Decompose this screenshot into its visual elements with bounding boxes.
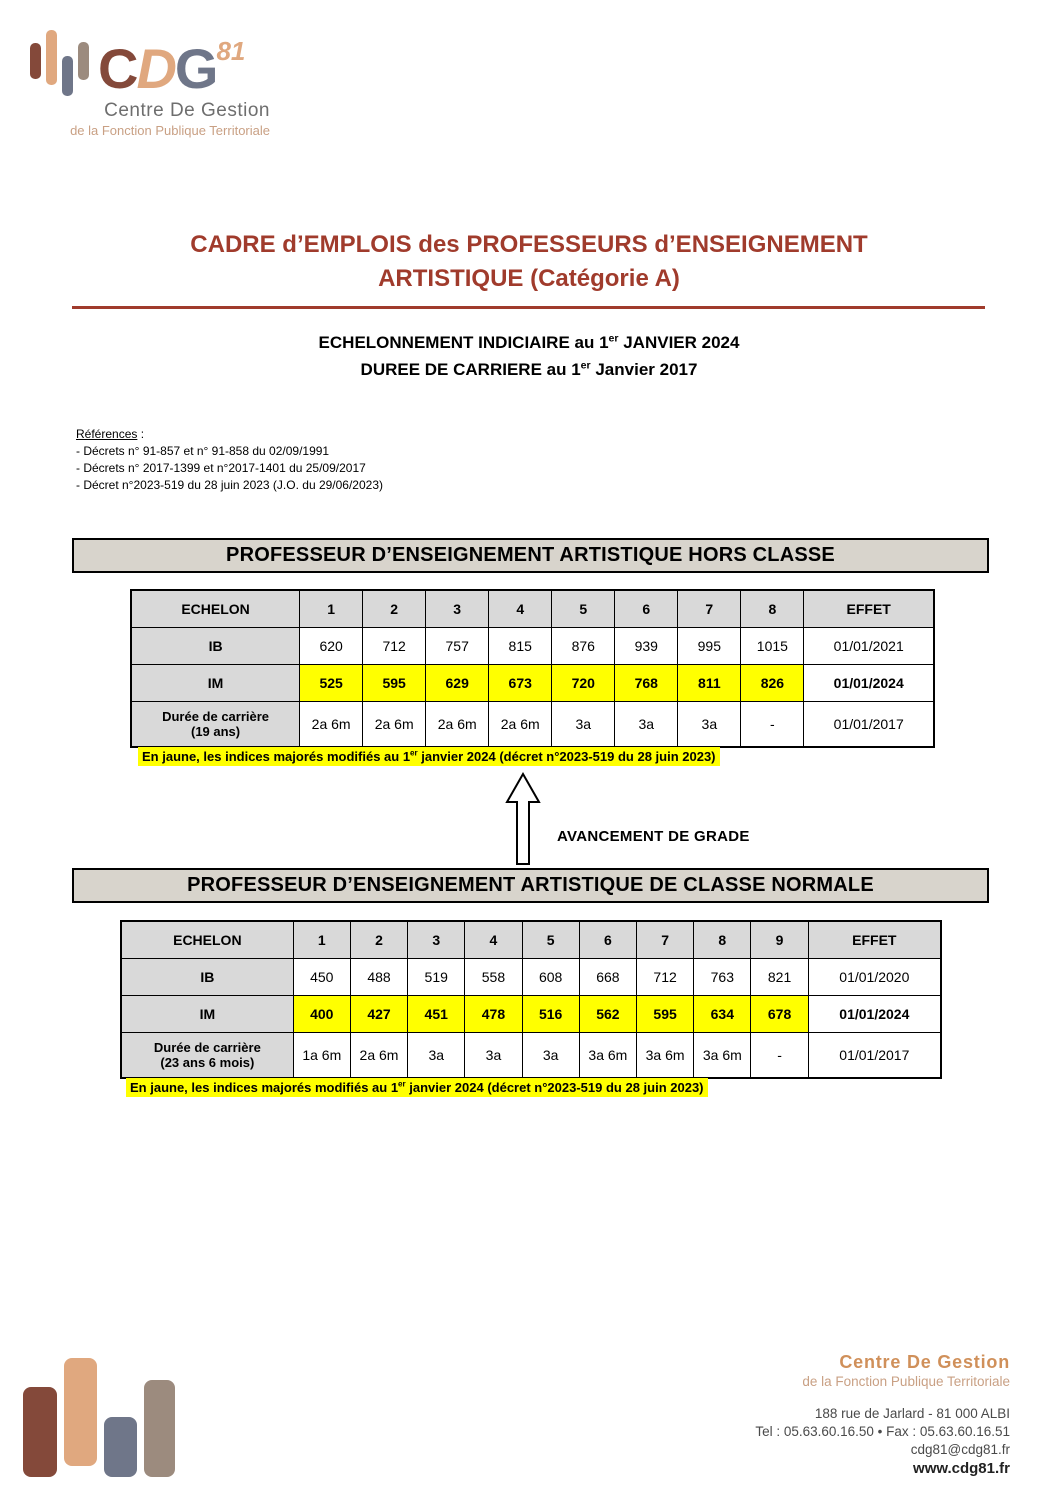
value-cell: 516 [522,995,579,1032]
effet-cell: 01/01/2024 [804,664,934,701]
column-header: 9 [751,921,808,958]
value-cell: 673 [489,664,552,701]
column-header: 2 [350,921,407,958]
logo-letter-c: C [98,37,137,100]
value-cell: 3a 6m [579,1032,636,1078]
reference-item: - Décrets n° 2017-1399 et n°2017-1401 du 25/09/2017 [76,461,366,475]
column-header: 3 [426,590,489,627]
row-label: Durée de carrière (23 ans 6 mois) [121,1032,293,1078]
value-cell: 620 [300,627,363,664]
value-cell: 478 [465,995,522,1032]
column-header: 5 [552,590,615,627]
title-rule [72,306,985,309]
subtitle-echelonnement [0,329,1058,356]
logo-bars-icon [30,30,94,96]
footer-website: www.cdg81.fr [913,1460,1010,1477]
value-cell: 815 [489,627,552,664]
page-title-line1: CADRE d’EMPLOIS des PROFESSEURS d’ENSEIGNEMENT [190,231,868,258]
footer-bar-tan [64,1358,97,1466]
value-cell: 488 [350,958,407,995]
references-heading: Références : [76,427,145,441]
row-label: Durée de carrière (19 ans) [131,701,300,747]
value-cell: 668 [579,958,636,995]
reference-item: - Décret n°2023-519 du 28 juin 2023 (J.O. du 29/06/2023) [76,478,384,492]
logo-acronym [98,22,245,98]
subtitle-line1-sup: er [608,332,619,345]
effet-cell: 01/01/2017 [808,1032,941,1078]
logo-bar-tan [46,30,57,85]
column-header: EFFET [808,921,941,958]
logo-bar-gray [62,56,73,96]
logo-bar-taupe [78,42,89,80]
column-header: 8 [694,921,751,958]
value-cell: - [751,1032,808,1078]
value-cell: 2a 6m [363,701,426,747]
column-header: 2 [363,590,426,627]
column-header: 8 [741,590,804,627]
value-cell: 1015 [741,627,804,664]
table-hors-classe [130,589,935,748]
value-cell: 400 [293,995,350,1032]
logo-number-81: 81 [216,36,246,66]
value-cell: 519 [408,958,465,995]
subtitle-line2-suffix: Janvier 2017 [590,360,698,379]
subtitle-line2-sup: er [580,359,591,372]
page-title-line2: ARTISTIQUE (Catégorie A) [378,265,680,292]
column-header: 1 [293,921,350,958]
logo-org-name: Centre De Gestion [104,100,270,121]
subtitle-line2-text: DUREE DE CARRIERE au 1 [360,360,581,379]
column-header: 1 [300,590,363,627]
value-cell: 3a [615,701,678,747]
value-cell: 712 [363,627,426,664]
section-banner-hors-classe: PROFESSEUR D’ENSEIGNEMENT ARTISTIQUE HORS CLASSE [72,538,989,573]
section-banner-classe-normale: PROFESSEUR D’ENSEIGNEMENT ARTISTIQUE DE CLASSE NORMALE [72,868,989,903]
value-cell: 525 [300,664,363,701]
value-cell: 1a 6m [293,1032,350,1078]
footer-bars-icon [23,1356,182,1477]
value-cell: 558 [465,958,522,995]
value-cell: 763 [694,958,751,995]
column-header: EFFET [804,590,934,627]
value-cell: 2a 6m [350,1032,407,1078]
value-cell: 826 [741,664,804,701]
value-cell: 3a [678,701,741,747]
footer-address: 188 rue de Jarlard - 81 000 ALBI [814,1406,1010,1421]
value-cell: 995 [678,627,741,664]
value-cell: 608 [522,958,579,995]
value-cell: 720 [552,664,615,701]
subtitle-line1-suffix: JANVIER 2024 [618,333,740,352]
logo-letter-g: G [174,37,217,100]
value-cell: 451 [408,995,465,1032]
value-cell: 876 [552,627,615,664]
value-cell: 3a 6m [637,1032,694,1078]
value-cell: 562 [579,995,636,1032]
advancement-label: AVANCEMENT DE GRADE [557,828,750,845]
footer-email: cdg81@cdg81.fr [910,1442,1010,1457]
highlight-note-hors-classe: En jaune, les indices majorés modifiés au 1er janvier 2024 (décret n°2023-519 du 28 juin 2023) [138,749,720,764]
effet-cell: 01/01/2024 [808,995,941,1032]
value-cell: 768 [615,664,678,701]
advancement-arrow-icon [505,772,541,866]
row-label: IB [121,958,293,995]
table-classe-normale [120,920,942,1079]
value-cell: 450 [293,958,350,995]
value-cell: 821 [751,958,808,995]
column-header: 5 [522,921,579,958]
subtitle-line1-text: ECHELONNEMENT INDICIAIRE au 1 [318,333,609,352]
value-cell: 678 [751,995,808,1032]
column-header: 7 [678,590,741,627]
value-cell: 3a [408,1032,465,1078]
footer-contact-block [755,1352,1010,1479]
echelon-table [130,589,935,748]
column-header: 4 [489,590,552,627]
column-header: 6 [579,921,636,958]
column-header: ECHELON [121,921,293,958]
footer-tagline: de la Fonction Publique Territoriale [802,1374,1010,1389]
effet-cell: 01/01/2017 [804,701,934,747]
column-header: 3 [408,921,465,958]
column-header: 6 [615,590,678,627]
subtitle [0,329,1058,383]
value-cell: 427 [350,995,407,1032]
reference-item: - Décrets n° 91-857 et n° 91-858 du 02/09/1991 [76,444,330,458]
footer-org-name: Centre De Gestion [839,1352,1010,1372]
footer-tel-fax: Tel : 05.63.60.16.50 • Fax : 05.63.60.16.51 [755,1424,1010,1439]
column-header: 4 [465,921,522,958]
header-logo [30,22,270,138]
row-label: IM [131,664,300,701]
references-block [76,426,383,494]
effet-cell: 01/01/2021 [804,627,934,664]
value-cell: 811 [678,664,741,701]
value-cell: 629 [426,664,489,701]
row-label: IM [121,995,293,1032]
page-title [0,228,1058,296]
value-cell: 3a 6m [694,1032,751,1078]
value-cell: - [741,701,804,747]
value-cell: 2a 6m [300,701,363,747]
highlight-note-classe-normale: En jaune, les indices majorés modifiés au 1er janvier 2024 (décret n°2023-519 du 28 juin 2023) [126,1080,708,1095]
value-cell: 3a [552,701,615,747]
column-header: 7 [637,921,694,958]
value-cell: 2a 6m [489,701,552,747]
footer-bar-taupe [144,1380,175,1477]
value-cell: 939 [615,627,678,664]
column-header: ECHELON [131,590,300,627]
value-cell: 712 [637,958,694,995]
value-cell: 595 [637,995,694,1032]
value-cell: 3a [522,1032,579,1078]
logo-bar-brown [30,43,41,79]
footer-bar-gray [104,1417,137,1477]
footer-bar-brown [23,1387,57,1477]
value-cell: 757 [426,627,489,664]
value-cell: 634 [694,995,751,1032]
value-cell: 3a [465,1032,522,1078]
logo-letter-d: D [136,37,175,100]
references-list [76,443,383,494]
row-label: IB [131,627,300,664]
logo-tagline: de la Fonction Publique Territoriale [70,123,270,138]
effet-cell: 01/01/2020 [808,958,941,995]
value-cell: 2a 6m [426,701,489,747]
echelon-table [120,920,942,1079]
subtitle-duree [0,356,1058,383]
value-cell: 595 [363,664,426,701]
